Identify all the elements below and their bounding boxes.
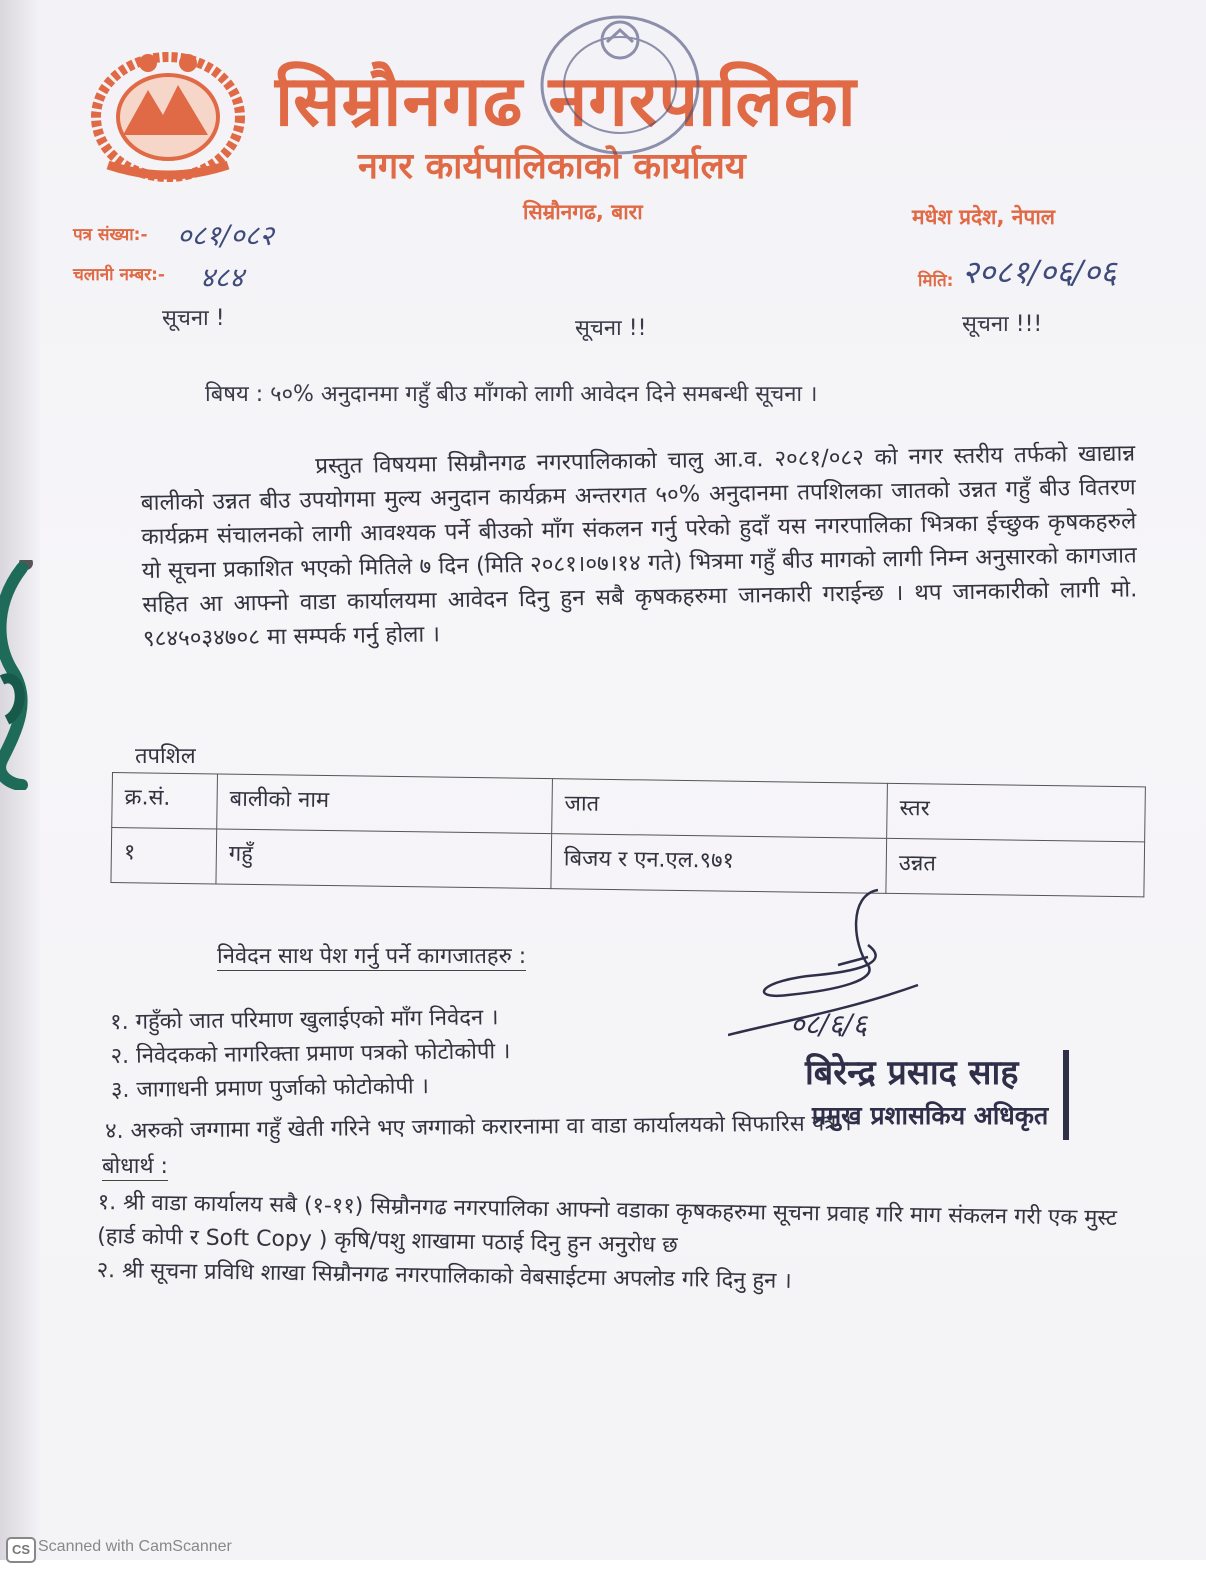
municipality-name: सिम्रौनगढ नगरपालिका (275, 60, 857, 142)
table-cell: गहुँ (216, 829, 552, 889)
office-location: सिम्रौनगढ, बारा (523, 200, 643, 224)
notice-body-text: प्रस्तुत विषयमा सिम्रौनगढ नगरपालिकाको चालु आ.व. २०८१/०८२ को नगर स्तरीय तर्फको खाद्यान्न बालीको उन्नत बीउ उपयोगमा मुल्य अनुदान कार्यक्रम अन्तरगत ५०% अनुदानमा तपशिलका जातको उन्नत गहुँ बीउ वितरण कार्यक्रम संचालनको लागी आवश्यक पर्ने बीउको माँग संकलन गर्नु परेको हुदाँ यस नगरपालिका भित्रका ईच्छुक कृषकहरुले यो सूचना प्रकाशित भएको मितिले ७ दिन (मिति २०८१।०७।१४ गते) भित्रमा गहुँ बीउ मागको लागी निम्न अनुसारको कागजात सहित आ आफ्नो वाडा कार्यालयमा आवेदन दिनु हुन सबै कृषकहरुमा जानकारी गराईन्छ । थप जानकारीको लागी मो. ९८४५०३४७०८ मा सम्पर्क गर्नु होला । (140, 440, 1138, 652)
office-name: नगर कार्यपालिकाको कार्यालय (358, 146, 746, 187)
scanner-footer (0, 1560, 1206, 1595)
dispatch-no-label: चलानी नम्बर:- (73, 265, 165, 285)
table-title: तपशिल (135, 744, 196, 769)
table-header-cell: क्र.सं. (112, 773, 218, 829)
bodharth-list (96, 1186, 1137, 1304)
signature-bracket (1063, 1050, 1069, 1140)
binding-string (0, 560, 52, 790)
officer-title: प्रमुख प्रशासकिय अधिकृत (812, 1101, 1049, 1130)
table-header-cell: बालीको नाम (217, 774, 553, 834)
officer-name: बिरेन्द्र प्रसाद साह (805, 1053, 1019, 1093)
notice-heading-2: सूचना !! (575, 316, 647, 341)
date-value: २०८१/०६/०६ (962, 253, 1117, 291)
table-cell: १ (111, 828, 217, 884)
letter-no-value: ०८१/०८२ (177, 219, 274, 252)
table-cell: उन्नत (886, 838, 1145, 897)
list-item: ४. अरुको जग्गामा गहुँ खेती गरिने भए जग्गाको करारनामा वा वाडा कार्यालयको सिफारिस पत्र । (105, 1111, 852, 1144)
subject-line: बिषय : ५०% अनुदानमा गहुँ बीउ माँगको लागी आवेदन दिने समबन्धी सूचना । (205, 382, 818, 407)
list-item: २. श्री सूचना प्रविधि शाखा सिम्रौनगढ नगरपालिकाको वेबसाईटमा अपलोड गरि दिनु हुन । (96, 1257, 792, 1294)
list-item: ३. जागाधनी प्रमाण पुर्जाको फोटोकोपी । (110, 1074, 430, 1103)
table-header-cell: स्तर (887, 783, 1146, 842)
table-cell: बिजय र एन.एल.९७१ (551, 834, 887, 894)
list-item: २. निवेदकको नागरिक्ता प्रमाण पत्रको फोटोकोपी । (110, 1039, 511, 1069)
notice-heading-3: सूचना !!! (962, 312, 1043, 337)
notice-body (140, 436, 1138, 656)
notice-heading-1: सूचना ! (162, 306, 225, 331)
documents-heading: निवेदन साथ पेश गर्नु पर्ने कागजातहरु : (217, 940, 526, 971)
office-stamp (535, 10, 705, 160)
table-header-cell: जात (552, 779, 888, 839)
list-item: १. गहुँको जात परिमाण खुलाईएको माँग निवेदन । (110, 1005, 499, 1035)
scanner-watermark: Scanned with CamScanner (38, 1538, 232, 1555)
letter-no-label: पत्र संख्या:- (73, 225, 148, 245)
dispatch-no-value: ४८४ (200, 261, 244, 294)
province-name: मधेश प्रदेश, नेपाल (912, 205, 1055, 229)
camscanner-logo: CS (6, 1537, 36, 1563)
date-label: मिति: (918, 271, 954, 291)
municipality-emblem (88, 45, 248, 185)
list-item: १. श्री वाडा कार्यालय सबै (१-११) सिम्रौनगढ नगरपालिका आफ्नो वडाका कृषकहरुमा सूचना प्रवाह गरि माग संकलन गरी एक मुस्ट (हार्ड कोपी र Soft Copy ) कृषि/पशु शाखामा पठाई दिनु हुन अनुरोध छ (97, 1189, 1118, 1259)
seed-table (110, 772, 1145, 897)
signature-date: ०८/६/६ (790, 1008, 868, 1041)
bodharth-heading: बोधार्थ : (102, 1150, 168, 1181)
